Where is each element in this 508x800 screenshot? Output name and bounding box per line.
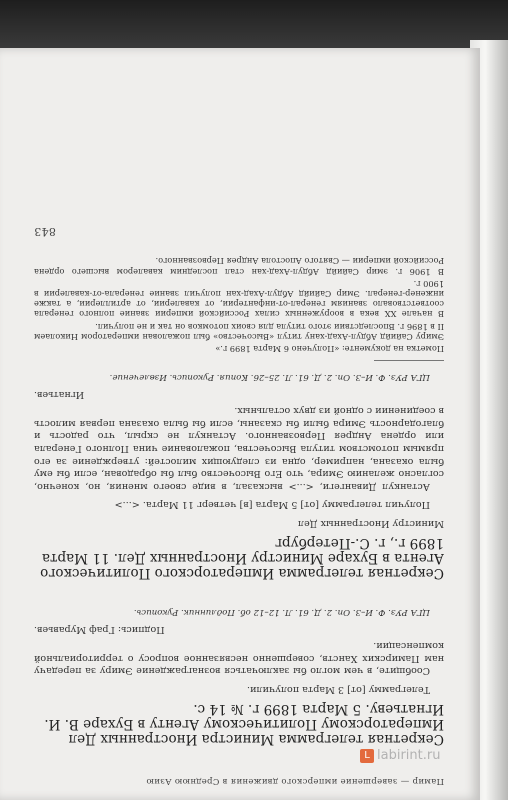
- dark-background: [0, 0, 508, 48]
- doc1-paragraph: Сообщите, в чем могло бы заключаться вознаграждение Эмиру за передачу нам Памирских Ханств, совершенно несвязанное вопросу о территориальной компенсации.: [34, 640, 444, 677]
- doc1-paragraph: Телеграмму [от] 3 Марта получили.: [246, 684, 430, 695]
- running-head: [34, 776, 444, 786]
- footnote: В 1906 г. эмир Сайийд Абдул-Ахад-хан стал последним кавалером высшего ордена Российской империи — Святого Апостола Андрея Первозванного.: [34, 256, 444, 277]
- running-head-title: Памир — завершение имперского движения в Среднюю Азию: [146, 776, 444, 786]
- footnote: Эмиру Сайийд Абдул-Ахад-хану титул «Высочество» был пожалован императором Николаем II в 1896 г. Впоследствии этого титула для своих потомков он так и не получил.: [34, 321, 444, 342]
- doc2-paragraph: Астанкул Дивангеги, <...> высказал, в виде своего мнения, но, конечно, согласно желанию Эмира, что Его Высочество был бы обрадован, если бы ему была оказана, например, одна из следующих милостей: утверждение за его прямым потомством титула Высочества, пожалование чина Полного Генерала или ордена Андрея Первозванного. Астанкул не скрыл, что радость и благодарность Эмира были бы сказаны, если бы была оказана первая милость в соединении с одной из двух остальных.: [34, 405, 444, 492]
- doc1-title: Секретная телеграмма Министра Иностранных Дел Императорскому Политическому Агенту в Бухаре В. И. Игнатьеву. 5 Марта 1899 г. № 14 с.: [44, 701, 444, 747]
- rotated-page-content: [0, 48, 480, 800]
- doc2-paragraph: Получил телеграмму [от] 5 Марта [в] четверг 11 Марта. <...>: [114, 499, 430, 511]
- page-text-block: [34, 225, 444, 786]
- footnote: В начале XX века в вооруженных силах Российской империи звание полного генерала соответствовало званиям генерал-от-инфантерии, от кавалерии, от артиллерии, а также инженер-генерал. Эмир Сайийд Абдул-Ахад-хан получил звание генерала-от-кавалерии в 1900 г.: [34, 278, 444, 320]
- footnote: Пометка на документе: «Получено 6 Марта 1899 г.»: [215, 344, 444, 355]
- doc1-citation: ЦГА РУз. Ф. И–3. Оп. 2. Д. 61. Л. 12–12 об. Подлинник. Рукопись.: [133, 607, 430, 618]
- doc2-citation: ЦГА РУз. Ф. И–3. Оп. 2. Д. 61. Л. 25–26. Копия. Рукопись. Извлечение.: [109, 372, 430, 383]
- doc1-signature: Подпись: Граф Муравьев.: [34, 623, 165, 635]
- doc2-signature: Игнатьев.: [34, 388, 85, 400]
- footnote-rule: [374, 360, 444, 361]
- doc2-address: Министру Иностранных Дел: [297, 518, 444, 530]
- watermark-logo-icon: L: [360, 749, 374, 763]
- doc2-title: Секретная телеграмма Императорского Политического Агента в Бухаре Министру Иностранных Дел. 11 Марта 1899 г., г. С.-Петербург: [40, 535, 444, 582]
- page-footer: [34, 225, 444, 238]
- page-number: 843: [34, 225, 56, 239]
- watermark-text: labirint.ru: [377, 748, 441, 763]
- watermark: [360, 748, 440, 763]
